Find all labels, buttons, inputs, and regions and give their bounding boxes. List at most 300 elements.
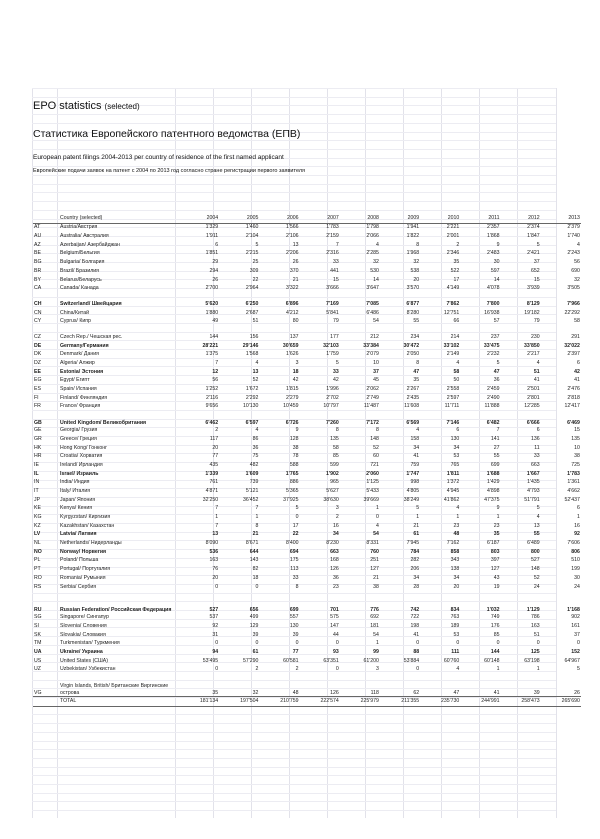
value-cell: 11'711	[444, 403, 460, 410]
value-cell: 776	[370, 607, 379, 614]
value-cell: 117	[209, 435, 219, 442]
table-row	[33, 276, 581, 285]
value-cell: 7	[255, 505, 259, 512]
value-cell: 0	[496, 640, 500, 647]
page-title-ru: Статистика Европейского патентного ведомства (ЕПВ)	[33, 128, 301, 140]
country-code: CZ	[34, 333, 41, 340]
table-row	[33, 258, 581, 267]
country-name: Slovenia/ Словения	[60, 622, 107, 629]
value-cell: 8	[335, 427, 339, 434]
value-cell: 786	[531, 614, 540, 621]
header-year: 2007	[300, 214, 340, 223]
country-name: United States (США)	[60, 657, 108, 664]
value-cell: 58	[332, 444, 339, 451]
country-code: US	[34, 657, 42, 664]
country-name: Croatia/ Хорватия	[60, 453, 103, 460]
value-cell: 28	[413, 583, 420, 590]
value-cell: 690	[571, 267, 580, 274]
country-code: NL	[34, 540, 41, 547]
value-cell: 749	[490, 614, 500, 621]
value-cell: 35	[212, 690, 219, 697]
value-cell: 27	[493, 444, 500, 451]
table-row	[33, 426, 581, 435]
value-cell: 1	[576, 514, 580, 521]
value-cell: 60'148	[484, 657, 500, 664]
value-cell: 1'851	[205, 250, 219, 257]
value-cell: 42	[292, 377, 299, 384]
value-cell: 725	[571, 461, 580, 468]
header-year: 2010	[420, 214, 460, 223]
table-row	[33, 461, 581, 470]
value-cell: 0	[416, 666, 420, 673]
value-cell: 1	[496, 666, 500, 673]
value-cell: 181	[370, 622, 379, 629]
value-cell: 86	[252, 435, 259, 442]
value-cell: 2	[255, 666, 259, 673]
value-cell: 599	[330, 461, 339, 468]
value-cell: 39	[533, 690, 540, 697]
country-code: AT	[34, 224, 41, 231]
grid-row-line	[32, 741, 556, 742]
country-name: Canada/ Канада	[60, 285, 99, 292]
table-row	[33, 548, 581, 557]
value-cell: 7'945	[406, 540, 420, 547]
value-cell: 1'361	[567, 479, 580, 486]
value-cell: 309	[249, 267, 259, 274]
value-cell: 51	[533, 368, 540, 375]
value-cell: 60	[373, 453, 379, 460]
value-cell: 1'460	[245, 224, 259, 231]
value-cell: 699	[490, 461, 500, 468]
value-cell: 77	[292, 648, 299, 655]
value-cell: 39'669	[363, 496, 379, 503]
value-cell: 8'129	[526, 300, 540, 307]
value-cell: 1	[215, 514, 219, 521]
country-code: CA	[34, 285, 42, 292]
value-cell: 699	[289, 607, 299, 614]
value-cell: 1'626	[286, 351, 299, 358]
value-cell: 38'630	[323, 496, 339, 503]
country-name: Czech Rep./ Чешская рес.	[60, 333, 123, 340]
value-cell: 127	[490, 566, 500, 573]
value-cell: 6'489	[527, 540, 540, 547]
value-cell: 2'217	[527, 351, 540, 358]
table-row	[33, 377, 581, 386]
value-cell: 7'146	[446, 420, 460, 427]
value-cell: 199	[571, 566, 580, 573]
grid-row-line	[32, 793, 556, 794]
value-cell: 148	[370, 435, 379, 442]
spacer-cell	[33, 326, 581, 333]
value-cell: 1'609	[245, 470, 259, 477]
country-code: BY	[34, 276, 41, 283]
value-cell: 129	[249, 622, 259, 629]
value-cell: 12'751	[443, 309, 460, 316]
value-cell: 656	[249, 607, 259, 614]
table-row	[33, 411, 581, 426]
value-cell: 32	[373, 259, 379, 266]
table-row	[33, 394, 581, 403]
value-cell: 30	[574, 574, 580, 581]
value-cell: 11'487	[363, 403, 379, 410]
value-cell: 6'486	[366, 309, 379, 316]
value-cell: 2'490	[486, 394, 500, 401]
value-cell: 51	[533, 631, 540, 638]
value-cell: 2'687	[245, 309, 259, 316]
table-row	[33, 318, 581, 327]
value-cell: 35	[453, 259, 460, 266]
table-row	[33, 599, 581, 614]
value-cell: 4	[536, 514, 540, 521]
value-cell: 652	[531, 267, 540, 274]
value-cell: 4'805	[406, 487, 420, 494]
value-cell: 0	[295, 514, 299, 521]
value-cell: 51'791	[524, 496, 540, 503]
value-cell: 721	[370, 461, 379, 468]
value-cell: 1'375	[205, 351, 219, 358]
value-cell: 10'797	[323, 403, 339, 410]
country-name: Greece/ Греция	[60, 435, 97, 442]
table-row	[33, 453, 581, 462]
country-name: Kazakhstan/ Казахстан	[60, 522, 115, 529]
value-cell: 15	[332, 276, 339, 283]
table-row	[33, 444, 581, 453]
country-code: ES	[34, 386, 41, 393]
value-cell: 7'606	[567, 540, 580, 547]
country-code: DZ	[34, 360, 41, 367]
value-cell: 14	[493, 276, 500, 283]
value-cell: 663	[330, 548, 339, 555]
total-value: 210'759	[259, 697, 299, 707]
country-code: BE	[34, 250, 41, 257]
spacer-row	[33, 592, 581, 599]
value-cell: 6	[576, 360, 580, 367]
value-cell: 11'608	[404, 403, 420, 410]
value-cell: 33'102	[443, 342, 460, 349]
value-cell: 47	[453, 690, 460, 697]
value-cell: 1'811	[446, 470, 460, 477]
value-cell: 163	[531, 622, 540, 629]
country-name: Kenya/ Кения	[60, 505, 93, 512]
country-code: IE	[34, 461, 39, 468]
value-cell: 33	[332, 368, 339, 375]
value-cell: 858	[450, 548, 460, 555]
grid-row-line	[32, 810, 556, 811]
total-value: 258'473	[501, 697, 541, 707]
value-cell: 144	[490, 648, 500, 655]
value-cell: 1'822	[406, 233, 420, 240]
table-row	[33, 565, 581, 574]
value-cell: 0	[215, 640, 219, 647]
value-cell: 37	[574, 631, 580, 638]
value-cell: 2'106	[286, 233, 299, 240]
value-cell: 144	[209, 333, 219, 340]
value-cell: 126	[330, 690, 339, 697]
value-cell: 1'688	[486, 470, 500, 477]
value-cell: 1'783	[326, 224, 339, 231]
value-cell: 34	[413, 444, 420, 451]
value-cell: 22	[292, 531, 299, 538]
value-cell: 30'659	[282, 342, 299, 349]
value-cell: 0	[416, 640, 420, 647]
value-cell: 5'121	[245, 487, 259, 494]
value-cell: 85	[493, 631, 500, 638]
value-cell: 597	[490, 267, 500, 274]
value-cell: 53	[453, 453, 460, 460]
country-code: GB	[34, 420, 42, 427]
value-cell: 4'212	[286, 309, 299, 316]
value-cell: 61'200	[363, 657, 379, 664]
value-cell: 34	[453, 574, 460, 581]
value-cell: 2'346	[446, 250, 460, 257]
value-cell: 32'022	[564, 342, 580, 349]
table-row	[33, 513, 581, 522]
value-cell: 21	[252, 531, 259, 538]
value-cell: 2'243	[567, 250, 580, 257]
total-label: TOTAL	[59, 697, 179, 707]
value-cell: 499	[249, 614, 259, 621]
value-cell: 2'292	[245, 394, 259, 401]
country-code: IN	[34, 479, 40, 486]
value-cell: 60'581	[283, 657, 299, 664]
country-name: Algeria/ Алжир	[60, 360, 95, 367]
value-cell: 16	[574, 522, 580, 529]
value-cell: 41'862	[443, 496, 460, 503]
value-cell: 765	[450, 461, 460, 468]
value-cell: 2'285	[366, 250, 379, 257]
value-cell: 435	[209, 461, 219, 468]
header-year: 2011	[460, 214, 500, 223]
value-cell: 7'966	[567, 300, 580, 307]
value-cell: 1'566	[286, 224, 299, 231]
value-cell: 692	[370, 614, 379, 621]
value-cell: 886	[289, 479, 299, 486]
grid-row-line	[32, 723, 556, 724]
country-code: EE	[34, 368, 41, 375]
value-cell: 2'279	[286, 394, 299, 401]
header-year: 2012	[501, 214, 541, 223]
value-cell: 8'090	[205, 540, 219, 547]
value-cell: 125	[531, 648, 540, 655]
value-cell: 2	[335, 514, 339, 521]
value-cell: 7'085	[366, 300, 379, 307]
value-cell: 143	[249, 557, 259, 564]
value-cell: 5	[536, 505, 540, 512]
country-name: Belarus/Беларусь	[60, 276, 102, 283]
country-name: Slovakia/ Словакия	[60, 631, 106, 638]
table-row	[33, 285, 581, 294]
country-name: India/ Индия	[60, 479, 90, 486]
country-code: DK	[34, 351, 42, 358]
value-cell: 4'149	[446, 285, 460, 292]
spacer-cell	[33, 293, 581, 300]
value-cell: 1'168	[567, 607, 580, 614]
value-cell: 530	[370, 267, 379, 274]
total-value: 211'355	[380, 697, 420, 707]
value-cell: 54	[373, 318, 379, 325]
value-cell: 4	[576, 241, 580, 248]
value-cell: 2'558	[446, 386, 460, 393]
value-cell: 19'182	[524, 309, 540, 316]
country-code: NO	[34, 548, 42, 555]
country-name: Netherlands/ Нидерланды	[60, 540, 122, 547]
value-cell: 291	[571, 333, 580, 340]
table-row	[33, 622, 581, 631]
value-cell: 56	[212, 377, 219, 384]
value-cell: 4	[416, 427, 420, 434]
country-name: Georgia/ Грузия	[60, 427, 98, 434]
value-cell: 742	[410, 607, 420, 614]
value-cell: 7	[215, 522, 219, 529]
value-cell: 9	[496, 241, 500, 248]
value-cell: 4	[376, 241, 379, 248]
header-year: 2009	[380, 214, 420, 223]
value-cell: 1'847	[527, 233, 540, 240]
table-row	[33, 403, 581, 412]
value-cell: 38	[373, 583, 379, 590]
value-cell: 763	[450, 614, 460, 621]
value-cell: 1'125	[366, 479, 379, 486]
value-cell: 663	[531, 461, 540, 468]
value-cell: 147	[330, 622, 339, 629]
table-row	[33, 342, 581, 351]
value-cell: 11'888	[484, 403, 500, 410]
country-code: UZ	[34, 666, 41, 673]
country-name: Kyrgyzstan/ Киргизия	[60, 514, 111, 521]
value-cell: 206	[410, 566, 420, 573]
value-cell: 5'627	[326, 487, 339, 494]
value-cell: 7'169	[325, 300, 339, 307]
value-cell: 16	[332, 522, 339, 529]
value-cell: 80	[292, 318, 299, 325]
grid-row-line	[32, 801, 556, 802]
value-cell: 4'945	[446, 487, 460, 494]
value-cell: 52'437	[564, 496, 580, 503]
country-code: KZ	[34, 522, 41, 529]
value-cell: 33	[292, 574, 299, 581]
table-row	[33, 241, 581, 250]
value-cell: 47'375	[484, 496, 500, 503]
spacer-row	[33, 326, 581, 333]
grid-row-line	[32, 767, 556, 768]
value-cell: 1	[255, 514, 259, 521]
value-cell: 694	[289, 548, 299, 555]
country-code: IT	[34, 487, 39, 494]
value-cell: 965	[330, 479, 339, 486]
header-year: 2008	[340, 214, 380, 223]
value-cell: 26	[574, 690, 580, 697]
table-row	[33, 557, 581, 566]
value-cell: 63'351	[323, 657, 339, 664]
country-name: Singapore/ Сингапур	[60, 614, 109, 621]
value-cell: 6	[536, 427, 540, 434]
value-cell: 0	[215, 583, 219, 590]
value-cell: 58	[574, 318, 580, 325]
value-cell: 38	[574, 453, 580, 460]
country-code: RU	[34, 607, 42, 614]
value-cell: 0	[295, 640, 299, 647]
country-code: CY	[34, 318, 42, 325]
value-cell: 24	[574, 583, 580, 590]
country-code: BG	[34, 259, 42, 266]
value-cell: 2'221	[446, 224, 460, 231]
value-cell: 55	[493, 453, 500, 460]
value-cell: 29	[212, 259, 219, 266]
total-row	[33, 697, 581, 707]
value-cell: 522	[450, 267, 460, 274]
value-cell: 92	[212, 622, 219, 629]
value-cell: 85	[332, 453, 339, 460]
value-cell: 32'103	[323, 342, 339, 349]
value-cell: 8'230	[326, 540, 339, 547]
table-row	[33, 583, 581, 592]
value-cell: 800	[531, 548, 540, 555]
value-cell: 7'800	[486, 300, 500, 307]
table-row	[33, 250, 581, 259]
value-cell: 113	[290, 566, 299, 573]
value-cell: 2'379	[567, 224, 580, 231]
value-cell: 5'841	[326, 309, 339, 316]
country-code: HK	[34, 444, 42, 451]
value-cell: 5	[295, 505, 299, 512]
value-cell: 4'662	[567, 487, 580, 494]
country-code: PT	[34, 566, 41, 573]
value-cell: 6'482	[486, 420, 500, 427]
value-cell: 1	[416, 514, 420, 521]
country-code: SK	[34, 631, 41, 638]
value-cell: 5'365	[286, 487, 299, 494]
value-cell: 2'066	[366, 233, 379, 240]
value-cell: 8	[376, 427, 379, 434]
country-code: KG	[34, 514, 42, 521]
table-row	[33, 496, 581, 505]
value-cell: 294	[209, 267, 219, 274]
value-cell: 18	[252, 574, 259, 581]
subtitle-ru: Европейские подачи заявок на патент с 2004 по 2013 год согласно стране регистрации первого заявителя	[33, 168, 306, 174]
value-cell: 10	[373, 360, 379, 367]
country-name: Ireland/ Ирландия	[60, 461, 103, 468]
value-cell: 82	[252, 566, 259, 573]
country-name: Finland/ Финляндия	[60, 394, 108, 401]
value-cell: 13	[292, 241, 299, 248]
value-cell: 57	[493, 318, 500, 325]
value-cell: 8'400	[286, 540, 299, 547]
country-code: LV	[34, 531, 41, 538]
value-cell: 20	[212, 444, 219, 451]
value-cell: 5	[416, 505, 420, 512]
value-cell: 5'620	[205, 300, 219, 307]
value-cell: 2'215	[245, 250, 259, 257]
value-cell: 176	[490, 622, 500, 629]
value-cell: 441	[330, 267, 339, 274]
value-cell: 212	[370, 333, 379, 340]
value-cell: 761	[209, 479, 219, 486]
value-cell: 55	[533, 531, 540, 538]
value-cell: 0	[456, 640, 460, 647]
value-cell: 55	[413, 318, 420, 325]
value-cell: 397	[490, 557, 500, 564]
value-cell: 6'469	[567, 420, 580, 427]
value-cell: 3'322	[286, 285, 299, 292]
value-cell: 19	[493, 583, 500, 590]
country-name: Italy/ Италия	[60, 487, 91, 494]
value-cell: 33'475	[483, 342, 500, 349]
value-cell: 1	[376, 640, 379, 647]
value-cell: 536	[209, 548, 219, 555]
value-cell: 2'079	[366, 351, 379, 358]
table-row	[33, 470, 581, 479]
value-cell: 26	[292, 259, 299, 266]
